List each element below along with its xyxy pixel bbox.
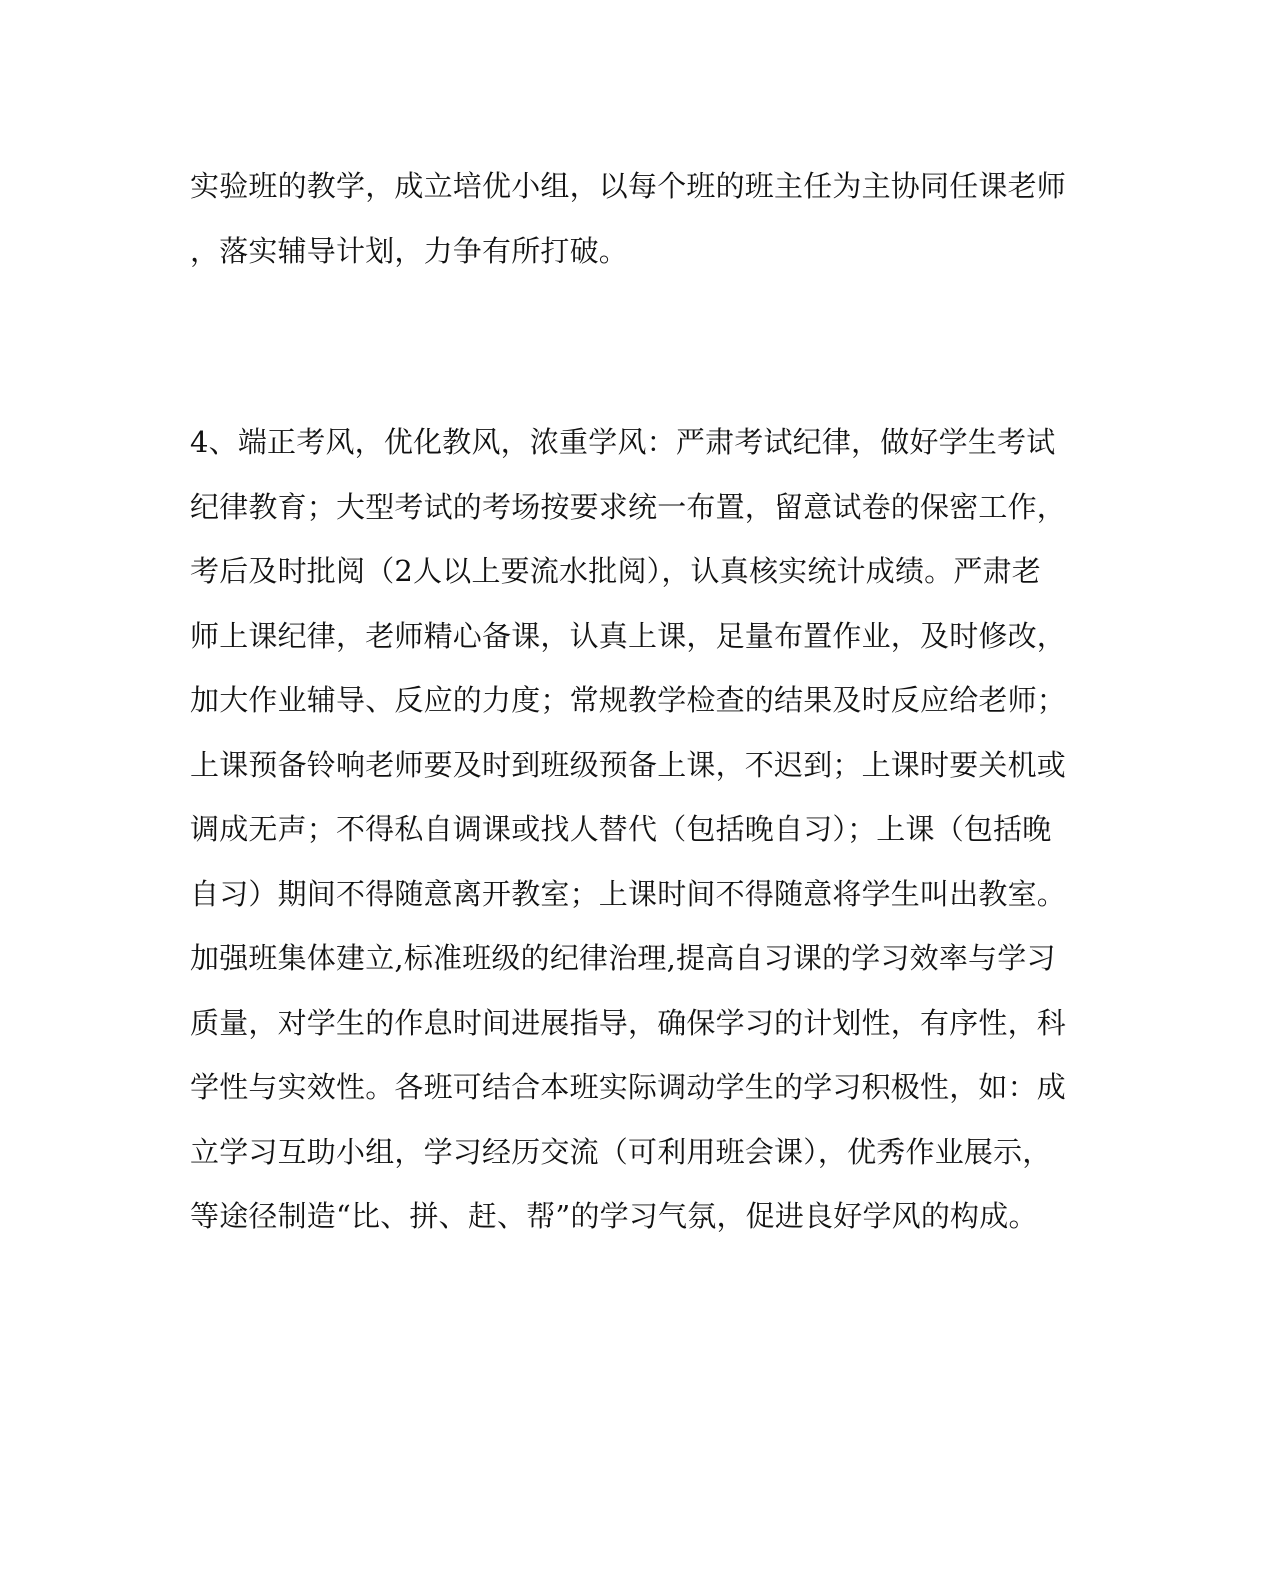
paragraph-line: 加强班集体建立,标准班级的纪律治理,提高自习课的学习效率与学习 — [190, 941, 1056, 975]
paragraph-line: 上课预备铃响老师要及时到班级预备上课，不迟到；上课时要关机或 — [190, 747, 1067, 782]
paragraph-line: 学性与实效性。各班可结合本班实际调动学生的学习积极性，如：成 — [190, 1070, 1067, 1104]
paragraph-line: 4、端正考风，优化教风，浓重学风：严肃考试纪律，做好学生考试 — [190, 425, 1056, 459]
paragraph-line: 考后及时批阅（2人以上要流水批阅），认真核实统计成绩。严肃老 — [190, 554, 1041, 588]
paragraph-line: 加大作业辅导、反应的力度；常规教学检查的结果及时反应给老师； — [190, 683, 1067, 717]
paragraph-line: 等途径制造“比、拼、赶、帮”的学习气氛，促进良好学风的构成。 — [190, 1199, 1038, 1233]
paragraph-line: 师上课纪律，老师精心备课，认真上课，足量布置作业，及时修改， — [190, 618, 1067, 653]
paragraph-1 — [190, 154, 1070, 283]
paragraph-line: 实验班的教学，成立培优小组，以每个班的班主任为主协同任课老师 — [190, 169, 1067, 203]
paragraph-line: ，落实辅导计划，力争有所打破。 — [190, 233, 629, 268]
paragraph-line: 立学习互助小组，学习经历交流（可利用班会课），优秀作业展示， — [190, 1134, 1052, 1169]
paragraph-line: 纪律教育；大型考试的考场按要求统一布置，留意试卷的保密工作， — [190, 489, 1067, 524]
paragraph-line: 质量，对学生的作息时间进展指导，确保学习的计划性，有序性，科 — [190, 1005, 1067, 1040]
paragraph-2 — [190, 410, 1070, 1249]
paragraph-line: 自习）期间不得随意离开教室；上课时间不得随意将学生叫出教室。 — [190, 876, 1067, 911]
paragraph-line: 调成无声；不得私自调课或找人替代（包括晚自习）；上课（包括晚 — [190, 812, 1052, 846]
